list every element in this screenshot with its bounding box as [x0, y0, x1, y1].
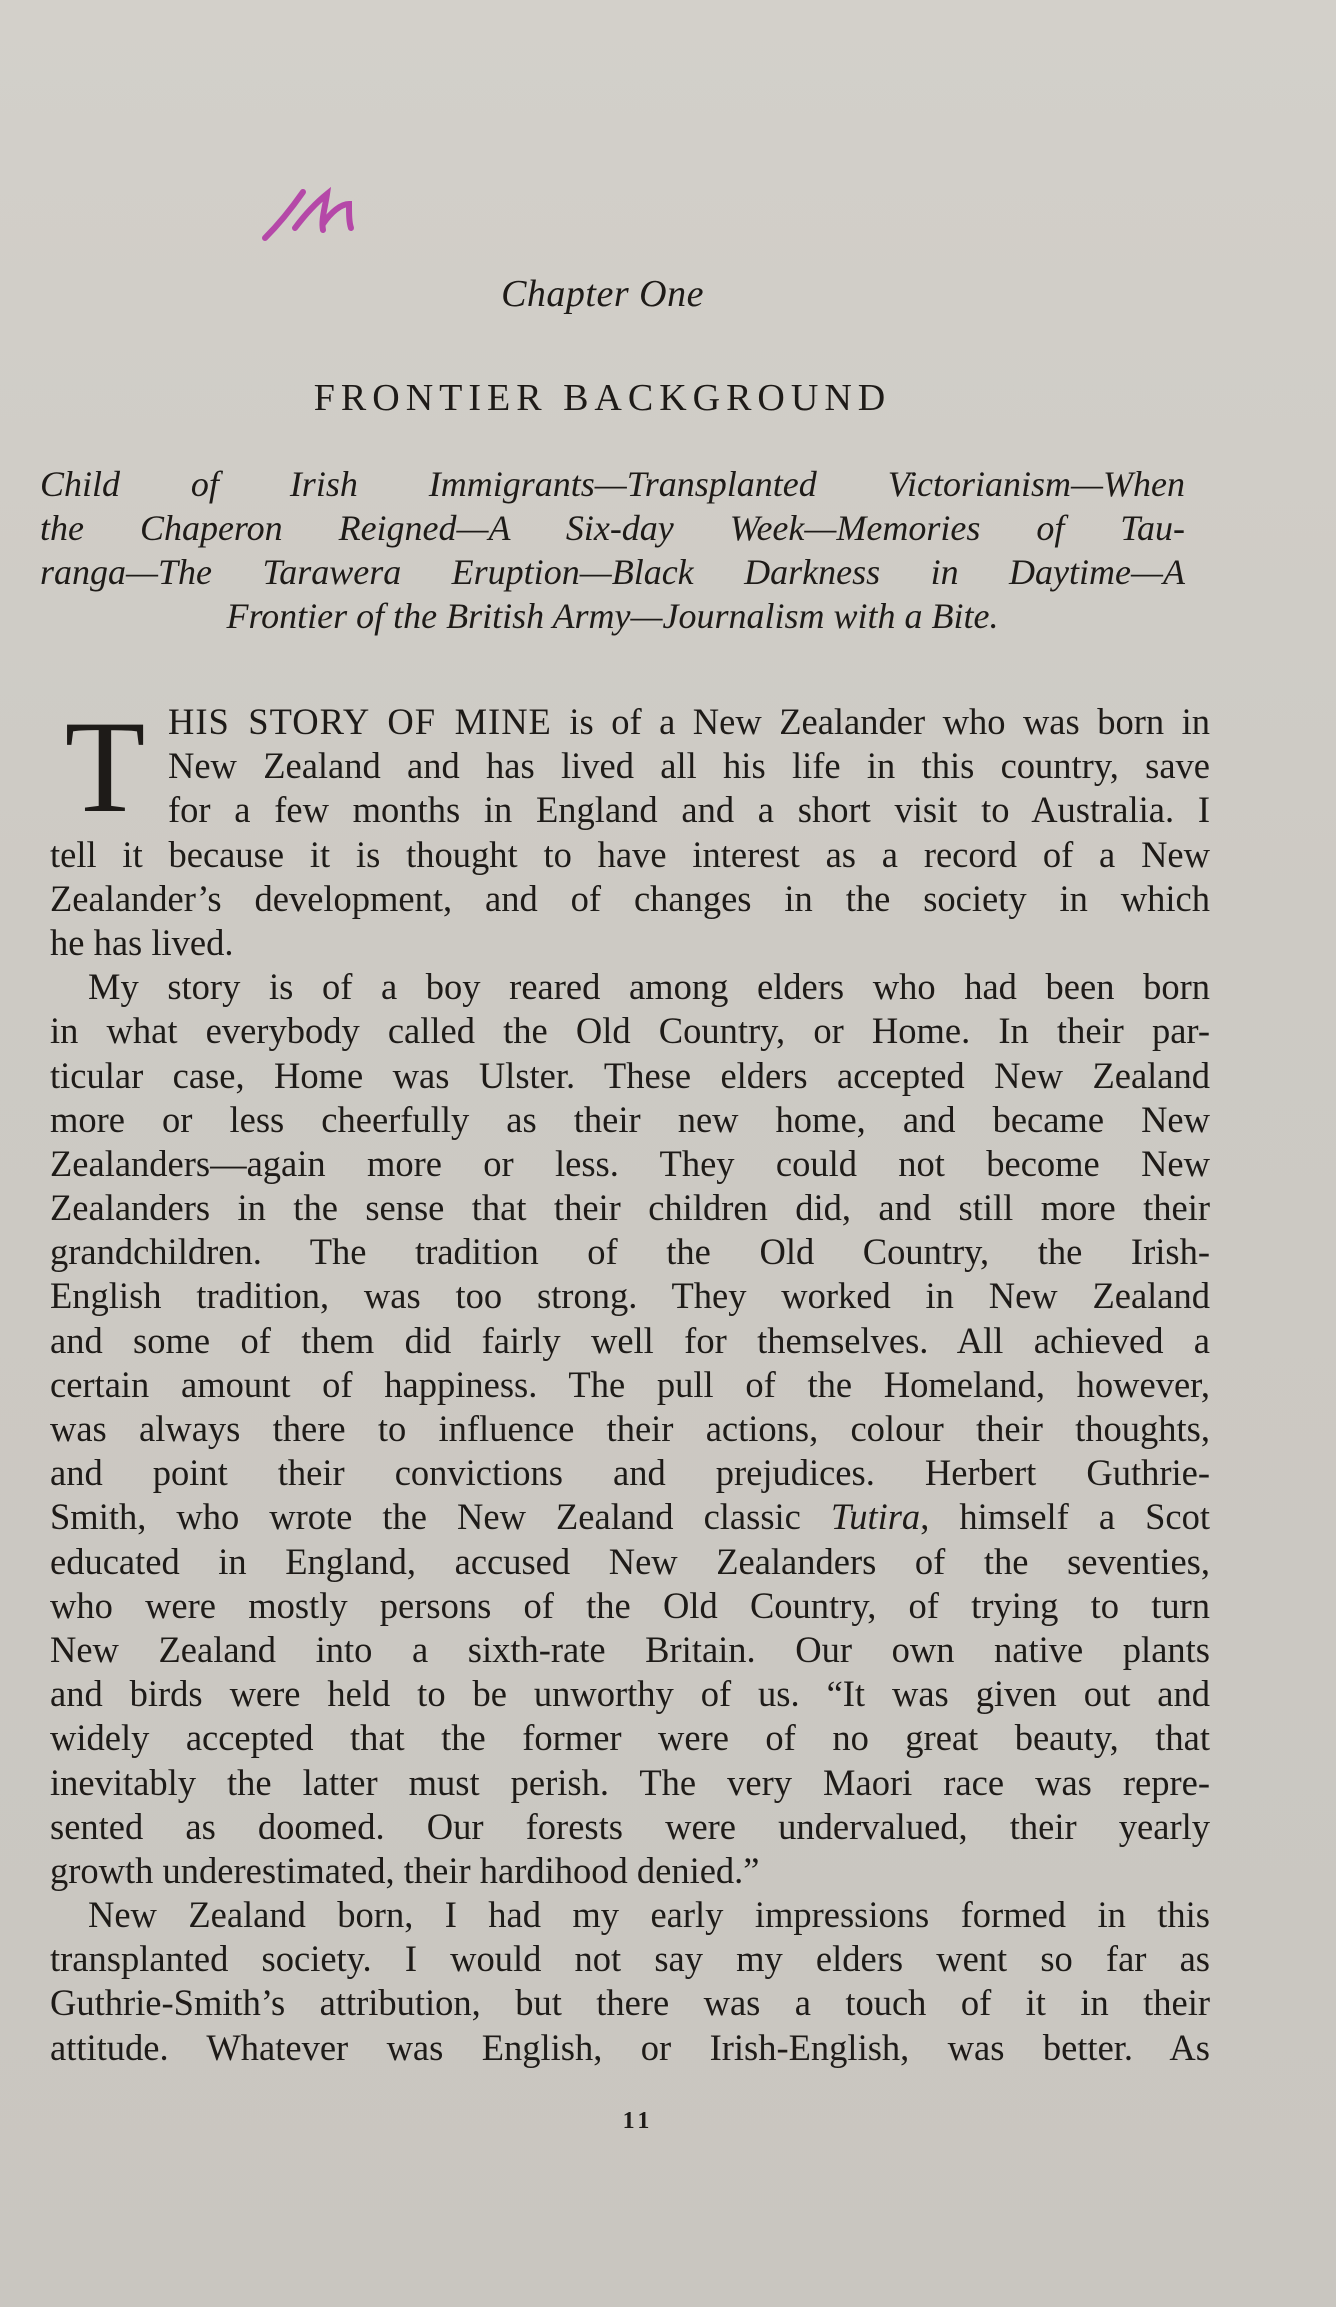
small-caps-opening: HIS STORY OF MINE: [168, 701, 552, 742]
text-line: inevitably the latter must perish. The very Maori race was repre-: [50, 1761, 1210, 1803]
text-line: who were mostly persons of the Old Country, of trying to turn: [50, 1584, 1210, 1626]
synopsis-line: Frontier of the British Army—Journalism with a Bite.: [226, 596, 999, 636]
opening-paragraph-start: [50, 693, 1210, 840]
text-line: [50, 700, 1210, 744]
handwritten-pencil-mark: [255, 168, 375, 258]
chapter-number: Chapter One: [501, 273, 704, 315]
text-fragment: is of a New Zealander who was born in: [551, 701, 1210, 742]
text-line: grandchildren. The tradition of the Old Country, the Irish-: [50, 1231, 1210, 1273]
text-line: My story is of a boy reared among elders who had been born: [88, 966, 1210, 1008]
text-line: English tradition, was too strong. They worked in New Zealand: [50, 1275, 1210, 1317]
text-line: certain amount of happiness. The pull of the Homeland, however,: [50, 1363, 1210, 1405]
text-line: and some of them did fairly well for themselves. All achieved a: [50, 1319, 1210, 1361]
text-line: more or less cheerfully as their new home, and became New: [50, 1098, 1210, 1140]
text-line: transplanted society. I would not say my elders went so far as: [50, 1938, 1210, 1980]
chapter-title: FRONTIER BACKGROUND: [313, 377, 892, 419]
text-line: growth underestimated, their hardihood denied.”: [50, 1849, 760, 1891]
text-line: [50, 1495, 1210, 1539]
text-line: Zealanders—again more or less. They could not become New: [50, 1142, 1210, 1184]
text-line: tell it because it is thought to have interest as a record of a New: [50, 833, 1210, 875]
text-line: New Zealand born, I had my early impressions formed in this: [88, 1894, 1210, 1936]
drop-cap: T: [64, 693, 146, 840]
text-line: sented as doomed. Our forests were undervalued, their yearly: [50, 1805, 1210, 1847]
text-line: ticular case, Home was Ulster. These elders accepted New Zealand: [50, 1054, 1210, 1096]
text-line: Zealander’s development, and of changes in the society in which: [50, 877, 1210, 919]
text-line: New Zealand into a sixth-rate Britain. Our own native plants: [50, 1628, 1210, 1670]
book-title-tutira: Tutira: [830, 1496, 921, 1538]
synopsis-line: Child of Irish Immigrants—Transplanted Victorianism—When: [40, 464, 1185, 504]
synopsis-line: ranga—The Tarawera Eruption—Black Darkness in Daytime—A: [40, 552, 1185, 592]
chapter-synopsis: [40, 462, 1185, 638]
body-text: [50, 693, 1210, 2070]
text-line: educated in England, accused New Zealanders of the seventies,: [50, 1540, 1210, 1582]
text-fragment: , himself a Scot: [920, 1496, 1210, 1538]
text-line: he has lived.: [50, 921, 234, 963]
synopsis-line: the Chaperon Reigned—A Six-day Week—Memories of Tau-: [40, 508, 1185, 548]
text-line: and point their convictions and prejudices. Herbert Guthrie-: [50, 1452, 1210, 1494]
page-number: 11: [622, 2108, 654, 2134]
text-line: and birds were held to be unworthy of us. “It was given out and: [50, 1673, 1210, 1715]
text-line: attitude. Whatever was English, or Irish-English, was better. As: [50, 2026, 1210, 2068]
text-fragment: Smith, who wrote the New Zealand classic: [50, 1496, 831, 1538]
text-line: Guthrie-Smith’s attribution, but there was a touch of it in their: [50, 1982, 1210, 2024]
text-line: Zealanders in the sense that their children did, and still more their: [50, 1187, 1210, 1229]
text-line: for a few months in England and a short visit to Australia. I: [168, 789, 1210, 831]
text-line: New Zealand and has lived all his life in this country, save: [168, 745, 1210, 787]
text-line: was always there to influence their actions, colour their thoughts,: [50, 1408, 1210, 1449]
text-line: widely accepted that the former were of no great beauty, that: [50, 1717, 1210, 1759]
text-line: in what everybody called the Old Country, or Home. In their par-: [50, 1010, 1210, 1052]
